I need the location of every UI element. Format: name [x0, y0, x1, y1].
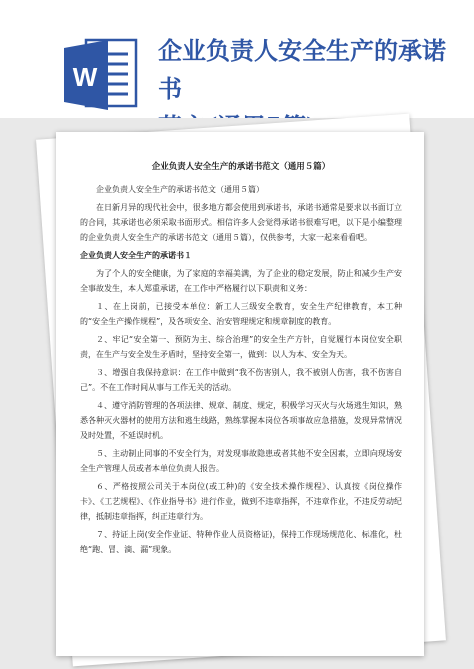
paragraph: ５、主动制止同事的不安全行为，对发现事故隐患或者其他不安全因素，立即向现场安全生产管理人员或者本单位负责人报告。: [80, 449, 402, 473]
paragraph: ２、牢记“安全第一、预防为主、综合治理”的安全生产方针，自觉履行本岗位安全职责，在生产与安全发生矛盾时，坚持安全第一，做到：以人为本、安全为天。: [80, 335, 402, 359]
paragraph: 企业负责人安全生产的承诺书范文（通用５篇）: [96, 185, 264, 194]
paragraph: 为了个人的安全健康，为了家庭的幸福美满，为了企业的稳定发展，防止和减少生产安全事故发生，本人郑重承诺，在工作中严格履行以下职责和义务：: [80, 269, 402, 293]
document-paragraphs: [80, 182, 402, 557]
paragraph: 在日新月异的现代社会中，很多地方都会使用到承诺书，承诺书通常是要求以书面订立的合同，其承诺也必须采取书面形式。相信许多人会觉得承诺书很难写吧，以下是小编整理的企业负责人安全生产的承诺书范文（通用５篇），仅供参考，大家一起来看看吧。: [80, 203, 402, 242]
document-sheet: [56, 132, 424, 656]
paragraph: ３、增强自我保持意识：在工作中做到“我不伤害别人，我不被别人伤害，我不伤害自己”。不在工作时间从事与工作无关的活动。: [80, 368, 402, 392]
title-line-1: 企业负责人安全生产的承诺书: [158, 36, 446, 103]
paragraph: ４、遵守消防管理的各项法律、规章、制度、规定，积极学习灭火与火场逃生知识，熟悉各种灭火器材的使用方法和逃生线路，熟练掌握本岗位各项事故应急措施，发现异常情况及时处置，不延误时机。: [80, 401, 402, 440]
paragraph: ７、持证上岗(安全作业证、特种作业人员资格证)，保持工作现场规范化、标准化，杜绝“跑、冒、滴、漏”现象。: [80, 530, 402, 554]
section-heading: 企业负责人安全生产的承诺书１: [80, 251, 192, 260]
page-header: [0, 0, 474, 125]
document-body: [80, 160, 402, 560]
svg-text:W: W: [72, 62, 98, 92]
paragraph: ６、严格按照公司关于本岗位(或工种)的《安全技术操作规程》、认真按《岗位操作卡》、《工艺规程》、《作业指导书》进行作业，做到不违章指挥，不违章作业，不违反劳动纪律，抵制违章指挥，纠正违章行为。: [80, 482, 402, 521]
paragraph: １、在上岗前，已接受本单位：新工人三级安全教育，安全生产纪律教育，本工种的“安全生产操作规程”，及各项安全、治安管理规定和规章制度的教育。: [80, 302, 402, 326]
word-document-icon: [64, 36, 140, 112]
document-title: 企业负责人安全生产的承诺书范文（通用５篇）: [151, 162, 331, 172]
